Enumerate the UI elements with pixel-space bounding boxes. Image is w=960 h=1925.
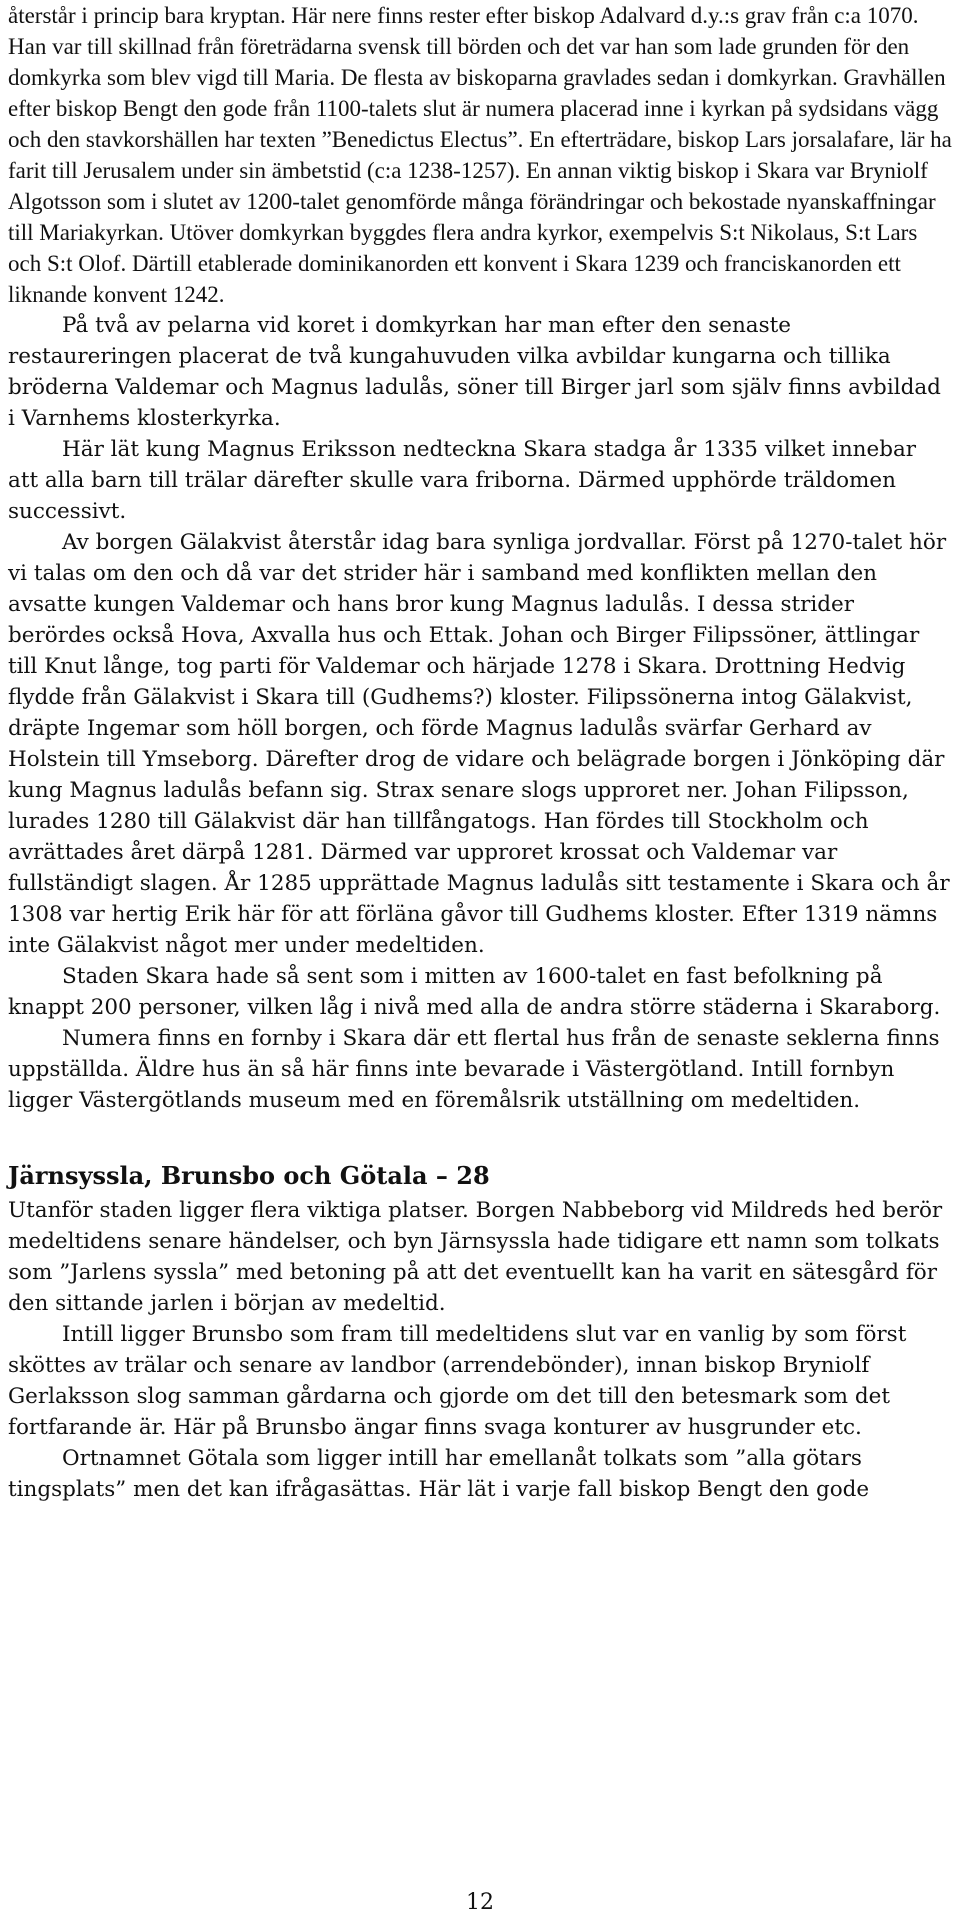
- body-paragraph: Staden Skara hade så sent som i mitten av 1600-talet en fast befolkning på knappt 200 personer, vilken låg i nivå med alla de andra större städerna i Skaraborg.: [8, 964, 941, 1020]
- body-paragraph: Numera finns en fornby i Skara där ett flertal hus från de senaste seklerna finns uppställda. Äldre hus än så här finns inte bevarade i Västergötland. Intill fornbyn ligger Västergötlands museum med en föremålsrik utställning om medeltiden.: [8, 1026, 940, 1113]
- body-paragraph: Här lät kung Magnus Eriksson nedteckna Skara stadga år 1335 vilket innebar att alla barn till trälar därefter skulle vara friborna. Därmed upphörde träldomen successivt.: [8, 437, 917, 524]
- body-paragraph: På två av pelarna vid koret i domkyrkan har man efter den senaste restaureringen placerat de två kungahuvuden vilka avbildar kungarna och tillika bröderna Valdemar och Magnus ladulås, söner till Birger jarl som själv finns avbildad i Varnhems klosterkyrka.: [8, 313, 941, 431]
- section-heading: Järnsyssla, Brunsbo och Götala – 28: [8, 1161, 490, 1190]
- document-page: [8, 0, 952, 1505]
- body-paragraph: Av borgen Gälakvist återstår idag bara synliga jordvallar. Först på 1270-talet hör vi talas om den och då var det strider här i samband med konflikten mellan den avsatte kungen Valdemar och hans bror kung Magnus ladulås. I dessa strider berördes också Hova, Axvalla hus och Ettak. Johan och Birger Filipssöner, ättlingar till Knut långe, tog parti för Valdemar och härjade 1278 i Skara. Drottning Hedvig flydde från Gälakvist i Skara till (Gudhems?) kloster. Filipssönerna intog Gälakvist, dräpte Ingemar som höll borgen, och förde Magnus ladulås svärfar Gerhard av Holstein till Ymseborg. Därefter drog de vidare och belägrade borgen i Jönköping där kung Magnus ladulås befann sig. Strax senare slogs upproret ner. Johan Filipsson, lurades 1280 till Gälakvist där han tillfångatogs. Han fördes till Stockholm och avrättades året därpå 1281. Därmed var upproret krossat och Valdemar var fullständigt slagen. År 1285 upprättade Magnus ladulås sitt testamente i Skara och år 1308 var hertig Erik här för att förläna gåvor till Gudhems kloster. Efter 1319 nämns inte Gälakvist något mer under medeltiden.: [8, 530, 950, 958]
- body-paragraph: återstår i princip bara kryptan. Här nere finns rester efter biskop Adalvard d.y.:s grav från c:a 1070. Han var till skillnad från företrädarna svensk till börden och det var han som lade grunden för den domkyrka som blev vigd till Maria. De flesta av biskoparna gravlades sedan i domkyrkan. Gravhällen efter biskop Bengt den gode från 1100-talets slut är numera placerad inne i kyrkan på sydsidans vägg och den stavkorshällen har texten ”Benedictus Electus”. En efterträdare, biskop Lars jorsalafare, lär ha farit till Jerusalem under sin ämbetstid (c:a 1238-1257). En annan viktig biskop i Skara var Bryniolf Algotsson som i slutet av 1200-talet genomförde många förändringar och bekostade nyanskaffningar till Mariakyrkan. Utöver domkyrkan byggdes flera andra kyrkor, exempelvis S:t Nikolaus, S:t Lars och S:t Olof. Därtill etablerade dominikanorden ett konvent i Skara 1239 och franciskanorden ett liknande konvent 1242.: [8, 3, 952, 307]
- body-paragraph: Intill ligger Brunsbo som fram till medeltidens slut var en vanlig by som först sköttes av trälar och senare av landbor (arrendebönder), innan biskop Bryniolf Gerlaksson slog samman gårdarna och gjorde om det till den betesmark som det fortfarande är. Här på Brunsbo ängar finns svaga konturer av husgrunder etc.: [8, 1322, 907, 1440]
- page-number: 12: [466, 1890, 494, 1915]
- body-paragraph: Utanför staden ligger flera viktiga platser. Borgen Nabbeborg vid Mildreds hed berör medeltidens senare händelser, och byn Järnsyssla hade tidigare ett namn som tolkats som ”Jarlens syssla” med betoning på att det eventuellt kan ha varit en sätesgård för den sittande jarlen i början av medeltid.: [8, 1198, 943, 1316]
- body-paragraph: Ortnamnet Götala som ligger intill har emellanåt tolkats som ”alla götars tingsplats” men det kan ifrågasättas. Här lät i varje fall biskop Bengt den gode: [8, 1446, 870, 1502]
